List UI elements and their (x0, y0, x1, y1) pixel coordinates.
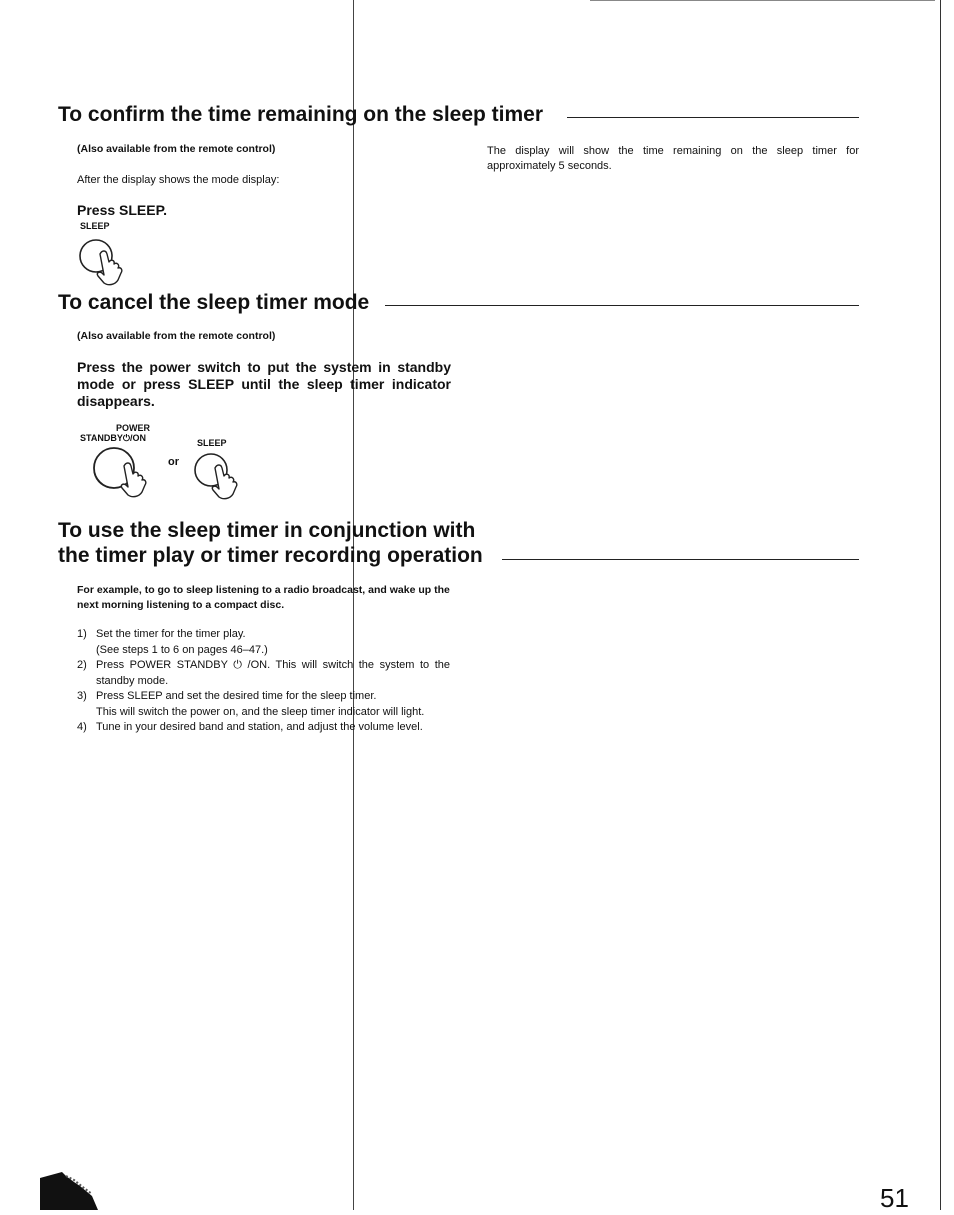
standby-on-label: STANDBY⏻/ON (80, 433, 146, 443)
right-edge-line (940, 0, 941, 1210)
step-item (77, 658, 450, 689)
cancel-instruction: Press the power switch to put the system in standby mode or press SLEEP until the sleep timer indicator disappears. (77, 359, 451, 409)
confirm-remote-note: (Also available from the remote control) (77, 143, 276, 155)
sleep-button-press-icon (78, 238, 138, 293)
step-text: Press SLEEP and set the desired time for the sleep timer. (96, 690, 377, 702)
confirm-sleep-button-label: SLEEP (80, 221, 110, 231)
step-text: Press POWER STANDBY ⏻ /ON. This will switch the system to the standby mode. (96, 659, 450, 687)
cancel-remote-note: (Also available from the remote control) (77, 330, 276, 342)
cancel-section-title: To cancel the sleep timer mode (58, 291, 370, 314)
cancel-sleep-button-press-icon (193, 452, 253, 507)
top-edge-rule (590, 0, 935, 1)
conjunction-example: For example, to go to sleep listening to a radio broadcast, and wake up the next morning listening to a compact disc. (77, 584, 450, 611)
confirm-result-text: The display will show the time remaining on the sleep timer for approximately 5 seconds. (487, 145, 859, 172)
step-number: 2) (77, 659, 87, 671)
confirm-section-title: To confirm the time remaining on the sleep timer (58, 103, 544, 126)
confirm-after-display-text: After the display shows the mode display: (77, 174, 280, 186)
or-text: or (168, 456, 179, 468)
conjunction-title-rule (502, 559, 859, 560)
conjunction-steps (77, 627, 450, 736)
conjunction-title-line2: the timer play or timer recording operation (58, 544, 483, 567)
page-number: 51 (880, 1183, 909, 1213)
confirm-title-rule (567, 117, 859, 118)
power-button-press-icon (90, 446, 160, 507)
cancel-title-rule (385, 305, 859, 306)
cancel-sleep-label: SLEEP (197, 438, 227, 448)
step-number: 4) (77, 721, 87, 733)
step-subtext: (See steps 1 to 6 on pages 46–47.) (96, 643, 268, 656)
corner-tab-mark (40, 1172, 98, 1210)
step-item (77, 720, 450, 736)
power-label: POWER (116, 423, 151, 433)
confirm-instruction: Press SLEEP. (77, 202, 168, 218)
step-number: 3) (77, 690, 87, 702)
step-item (77, 689, 450, 720)
step-item (77, 627, 450, 658)
step-subtext: This will switch the power on, and the sleep timer indicator will light. (96, 705, 425, 718)
conjunction-title-line1: To use the sleep timer in conjunction with (58, 519, 476, 542)
step-number: 1) (77, 628, 87, 640)
step-text: Set the timer for the timer play. (96, 628, 246, 640)
step-text: Tune in your desired band and station, and adjust the volume level. (96, 721, 423, 733)
